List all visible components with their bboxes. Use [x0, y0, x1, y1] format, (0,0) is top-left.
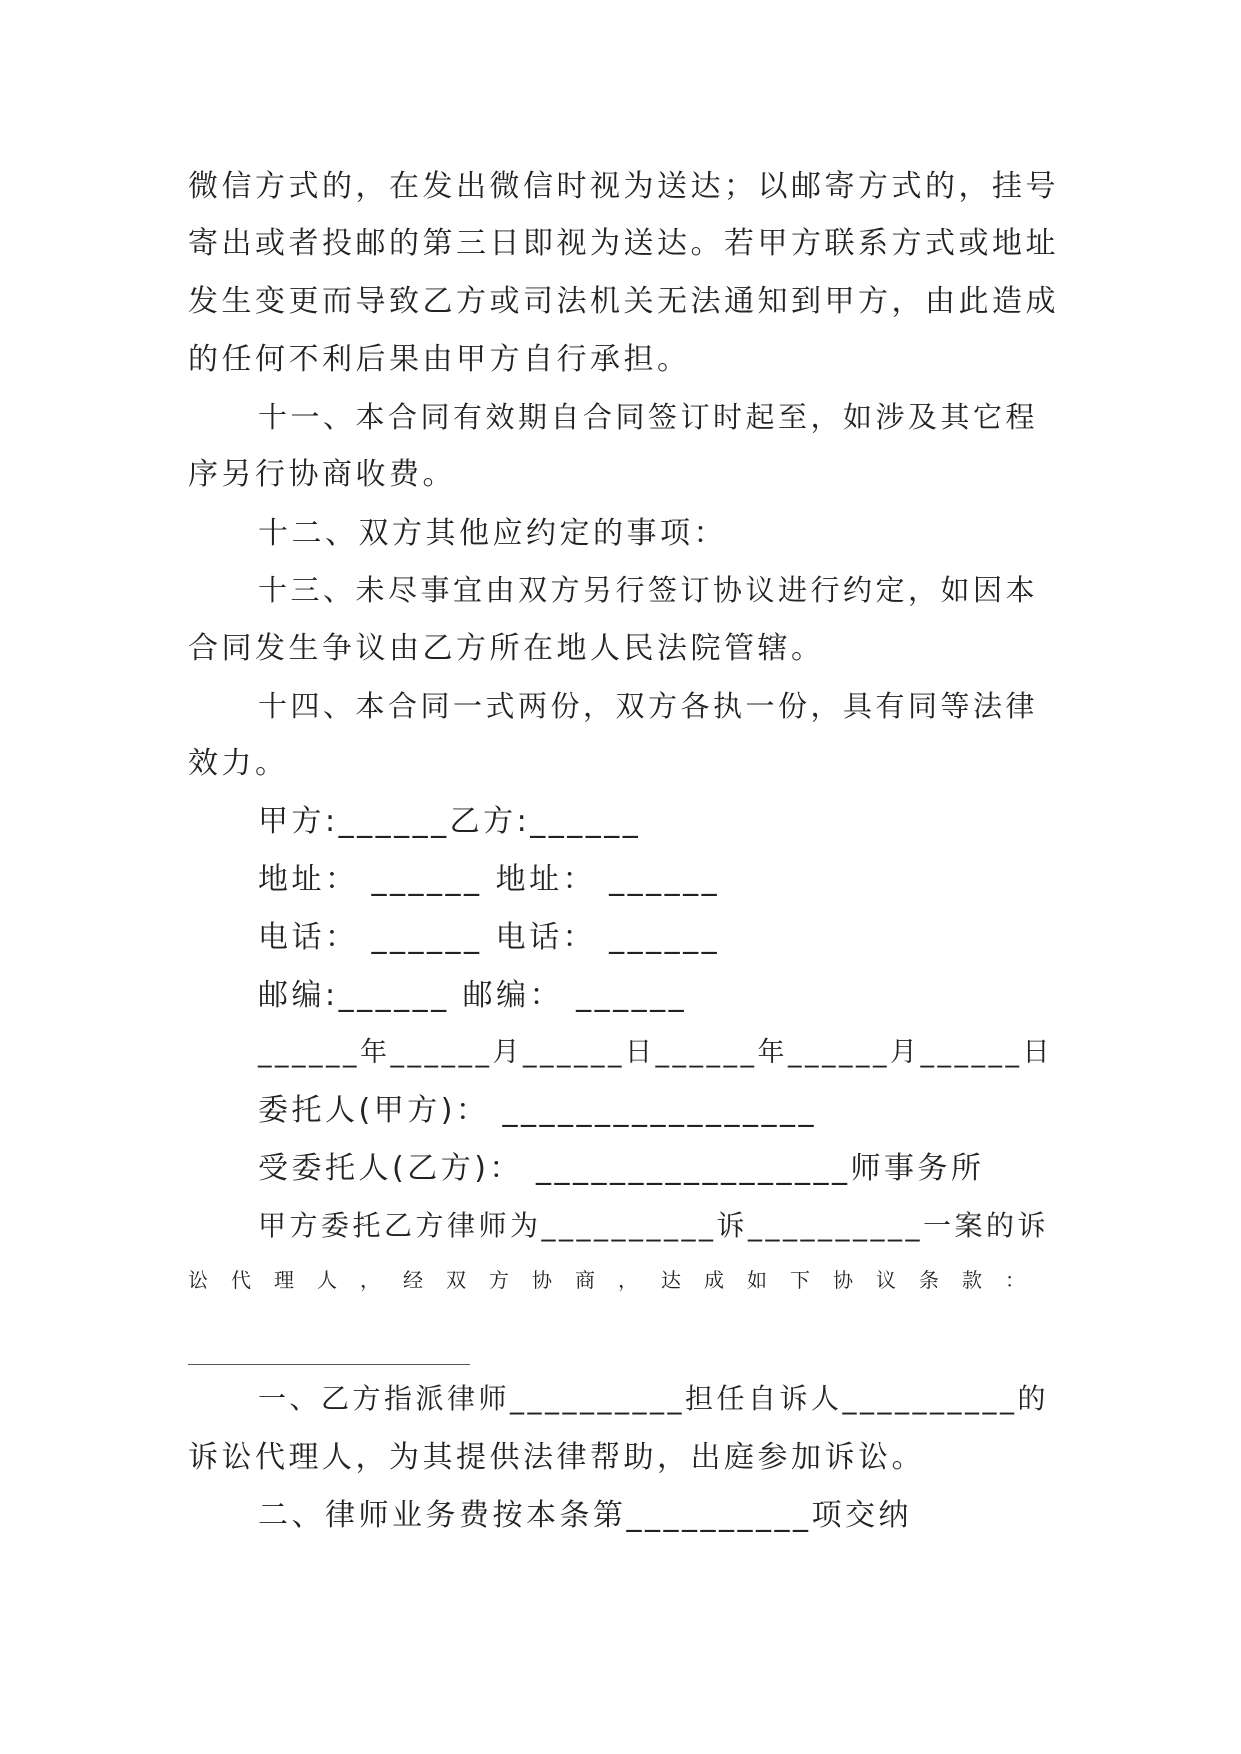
paragraph-line: 寄出或者投邮的第三日即视为送达。若甲方联系方式或地址 — [188, 226, 1059, 261]
clause-14-line: 效力。 — [188, 746, 289, 781]
clause-13-line: 合同发生争议由乙方所在地人民法院管辖。 — [188, 631, 825, 666]
intro-line: 讼代理人，经双方协商，达成如下协议条款： — [188, 1268, 1048, 1292]
phone-line: 电话： ______ 电话： ______ — [258, 920, 721, 955]
article-1-line: 一、乙方指派律师__________担任自诉人__________的 — [258, 1382, 1050, 1415]
blank-underline — [188, 1364, 470, 1365]
address-line: 地址： ______ 地址： ______ — [258, 862, 721, 897]
article-1-line: 诉讼代理人，为其提供法律帮助，出庭参加诉讼。 — [188, 1440, 925, 1475]
date-line: ______年______月______日______年______月______日 — [258, 1037, 1053, 1068]
paragraph-line: 的任何不利后果由甲方自行承担。 — [188, 342, 691, 377]
paragraph-line: 微信方式的，在发出微信时视为送达；以邮寄方式的，挂号 — [188, 169, 1059, 204]
party-names-line: 甲方:______乙方:______ — [258, 804, 642, 839]
clause-12-line: 十二、双方其他应约定的事项： — [258, 516, 727, 551]
article-2-line: 二、律师业务费按本条第__________项交纳 — [258, 1498, 912, 1533]
client-line: 委托人(甲方)： _________________ — [258, 1093, 817, 1128]
clause-11-line: 十一、本合同有效期自合同签订时起至，如涉及其它程 — [258, 400, 1039, 434]
paragraph-line: 发生变更而导致乙方或司法机关无法通知到甲方，由此造成 — [188, 284, 1059, 319]
agent-line: 受委托人(乙方)： _________________师事务所 — [258, 1151, 985, 1186]
clause-14-line: 十四、本合同一式两份，双方各执一份，具有同等法律 — [258, 689, 1039, 723]
clause-13-line: 十三、未尽事宜由双方另行签订协议进行约定，如因本 — [258, 573, 1039, 607]
clause-11-line: 序另行协商收费。 — [188, 457, 456, 492]
intro-line: 甲方委托乙方律师为__________诉__________一案的诉 — [258, 1209, 1050, 1242]
postcode-line: 邮编:______ 邮编： ______ — [258, 978, 688, 1013]
